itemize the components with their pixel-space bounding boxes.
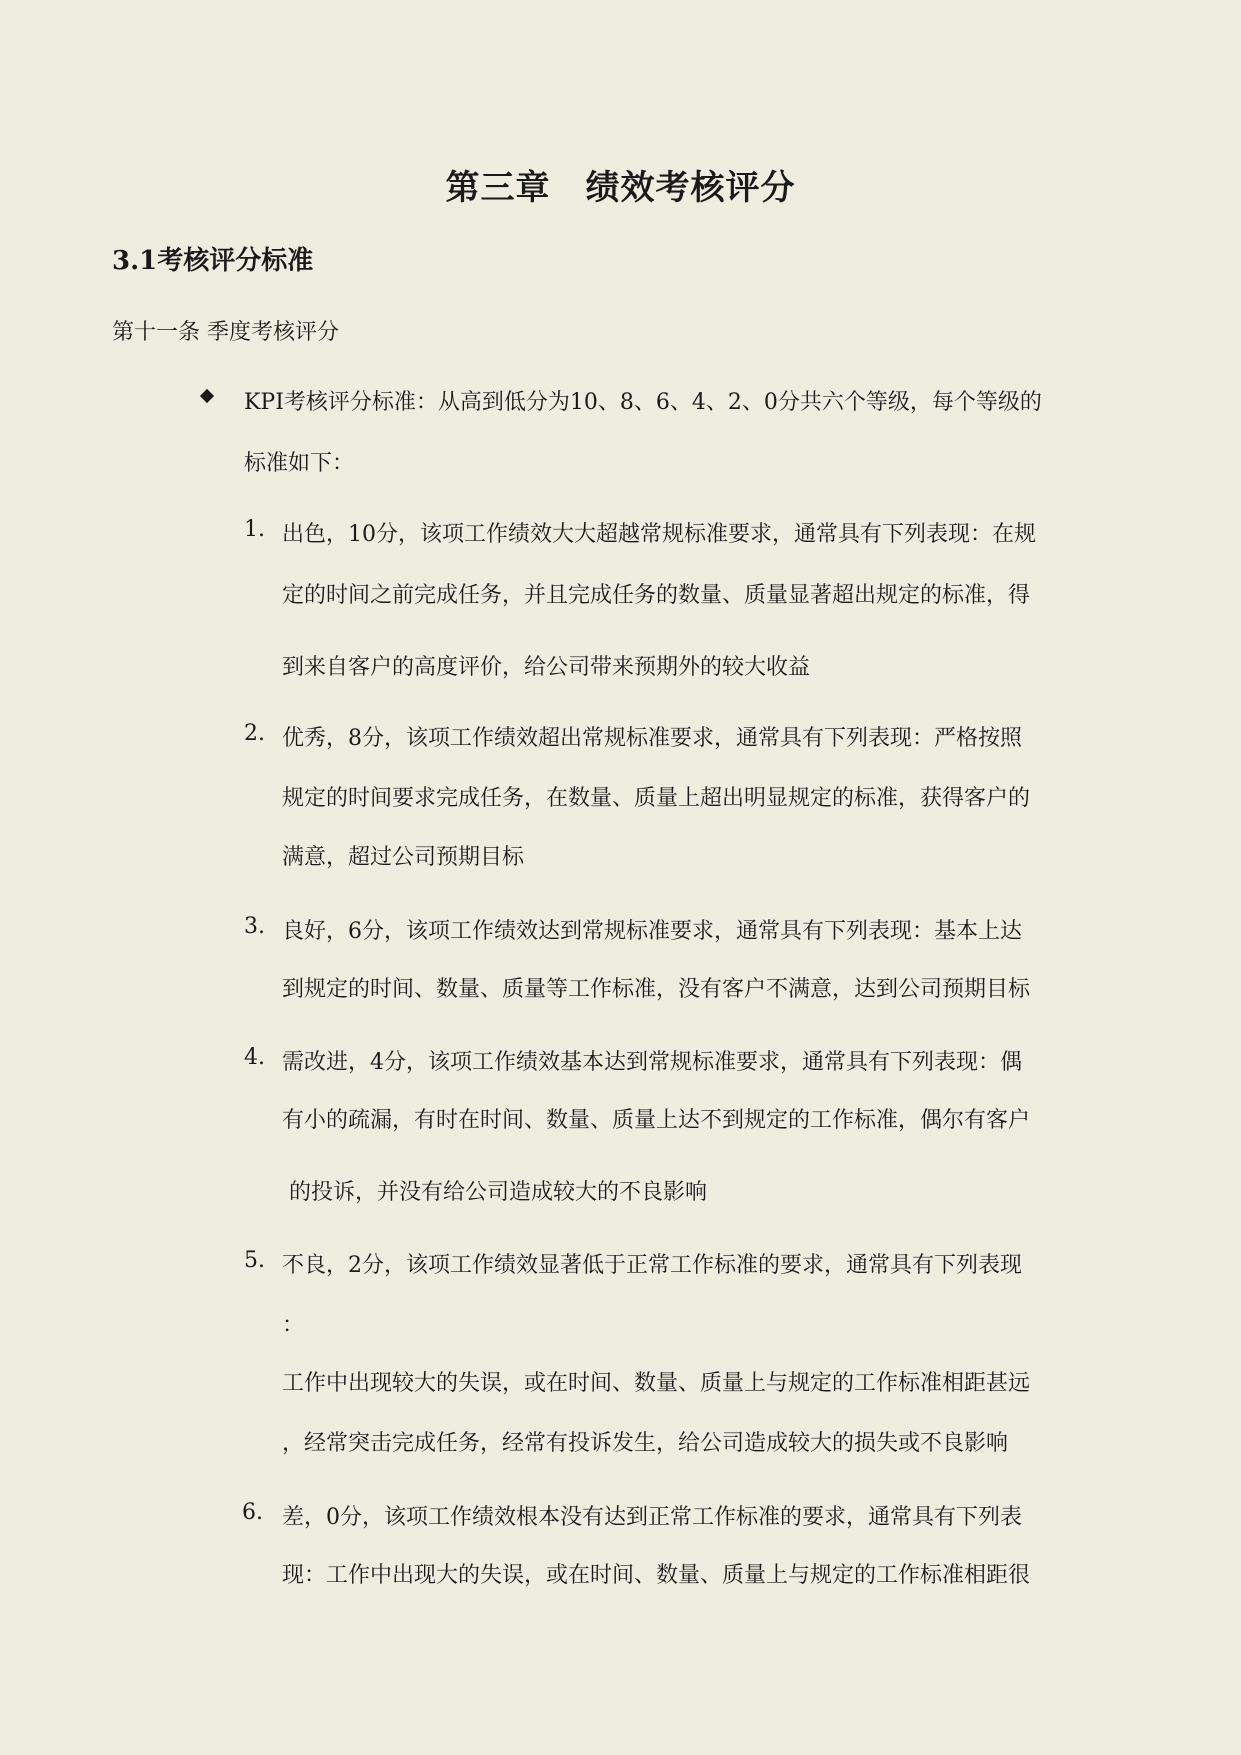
item-4-line-2: 有小的疏漏，有时在时间、数量、质量上达不到规定的工作标准，偶尔有客户: [282, 1108, 1031, 1133]
item-2-line-1: 优秀，8分，该项工作绩效超出常规标准要求，通常具有下列表现：严格按照: [282, 726, 1022, 751]
item-5-line-1: 不良，2分，该项工作绩效显著低于正常工作标准的要求，通常具有下列表现: [282, 1253, 1022, 1278]
item-number: 5.: [244, 1248, 265, 1273]
item-2-line-3: 满意，超过公司预期目标: [282, 845, 525, 870]
item-6-line-2: 现：工作中出现大的失误，或在时间、数量、质量上与规定的工作标准相距很: [282, 1563, 1031, 1588]
article-title: 第十一条 季度考核评分: [112, 320, 339, 345]
item-2-line-2: 规定的时间要求完成任务，在数量、质量上超出明显规定的标准，获得客户的: [282, 786, 1031, 811]
item-3-line-1: 良好，6分，该项工作绩效达到常规标准要求，通常具有下列表现：基本上达: [282, 919, 1022, 944]
item-number: 6.: [242, 1500, 263, 1525]
section-title: 3.1考核评分标准: [112, 246, 314, 276]
item-5-line-4: ，经常突击完成任务，经常有投诉发生，给公司造成较大的损失或不良影响: [282, 1431, 1009, 1456]
item-1-line-1: 出色，10分，该项工作绩效大大超越常规标准要求，通常具有下列表现：在规: [282, 522, 1036, 547]
item-1-line-3: 到来自客户的高度评价，给公司带来预期外的较大收益: [282, 655, 811, 680]
item-5-line-3: 工作中出现较大的失误，或在时间、数量、质量上与规定的工作标准相距甚远: [282, 1371, 1031, 1396]
item-1-line-2: 定的时间之前完成任务，并且完成任务的数量、质量显著超出规定的标准，得: [282, 583, 1031, 608]
item-number: 4.: [244, 1045, 265, 1070]
item-number: 3.: [244, 914, 265, 939]
item-number: 1.: [244, 517, 265, 542]
item-5-line-2: ：: [282, 1313, 305, 1338]
bullet-line-2: 标准如下：: [244, 451, 355, 476]
item-6-line-1: 差，0分，该项工作绩效根本没有达到正常工作标准的要求，通常具有下列表: [282, 1505, 1022, 1530]
item-number: 2.: [244, 721, 265, 746]
item-4-line-3: 的投诉，并没有给公司造成较大的不良影响: [282, 1180, 707, 1205]
item-4-line-1: 需改进，4分，该项工作绩效基本达到常规标准要求，通常具有下列表现：偶: [282, 1050, 1022, 1075]
item-3-line-2: 到规定的时间、数量、质量等工作标准，没有客户不满意，达到公司预期目标: [282, 977, 1031, 1002]
bullet-line-1: KPI考核评分标准：从高到低分为10、8、6、4、2、0分共六个等级，每个等级的: [244, 390, 1042, 415]
diamond-bullet-icon: [200, 389, 214, 403]
chapter-title: 第三章 绩效考核评分: [445, 168, 796, 208]
